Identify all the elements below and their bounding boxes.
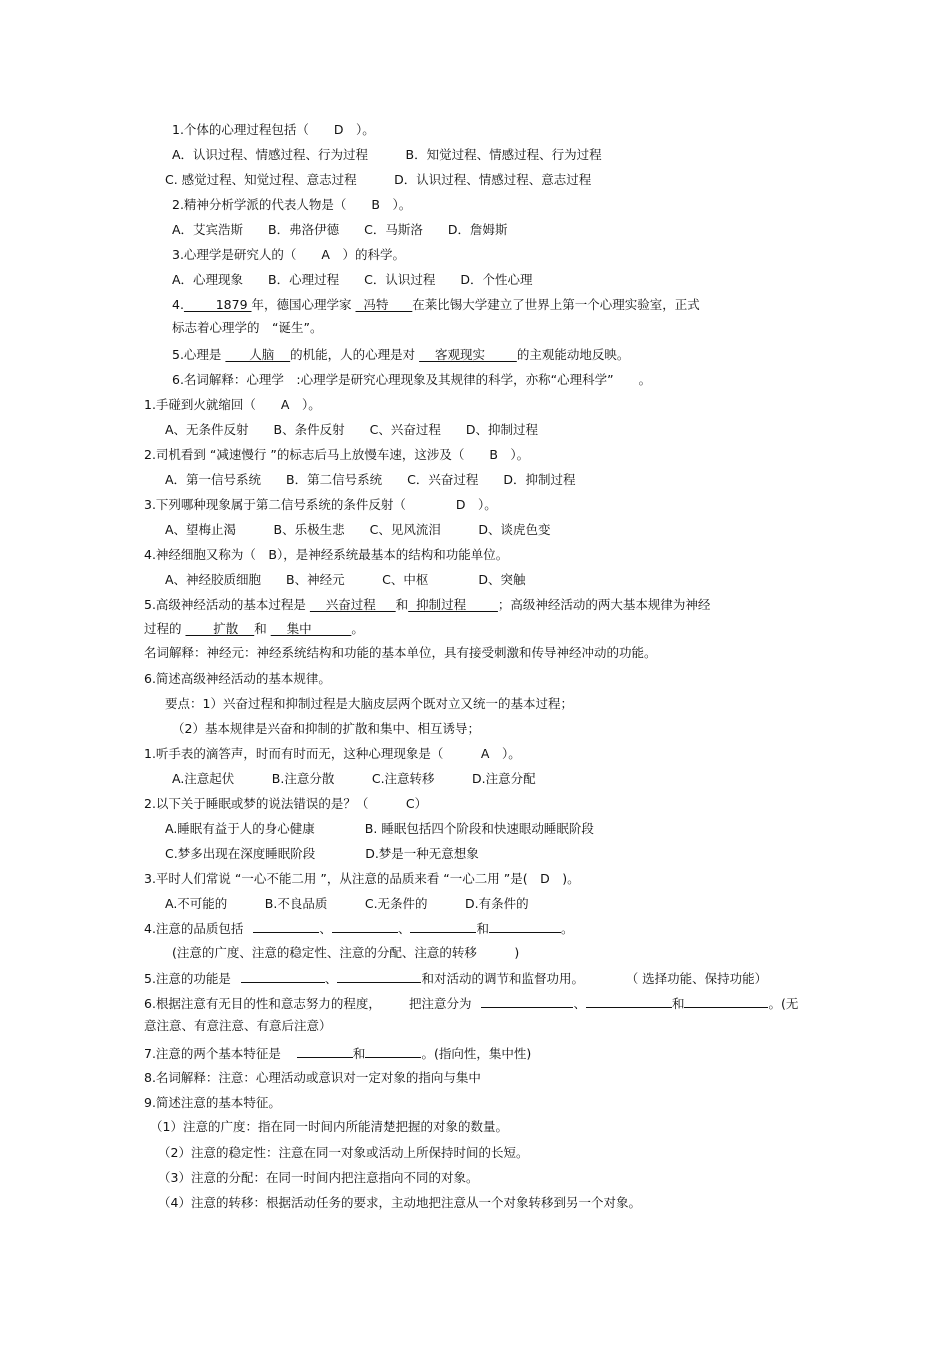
question-line: 4.神经细胞又称为（ B），是神经系统最基本的结构和功能单位。 — [144, 547, 509, 562]
question-line: 3.平时人们常说 “一心不能二用 ”，从注意的品质来看 “一心二用 ”是( D )。 — [144, 871, 580, 886]
answer-line: （3）注意的分配：在同一时间内把注意指向不同的对象。 — [158, 1170, 479, 1185]
options-line: A、无条件反射 B、条件反射 C、兴奋过程 D、抑制过程 — [165, 422, 538, 437]
blank — [253, 920, 319, 933]
blank — [337, 970, 421, 983]
question-line: 2.以下关于睡眠或梦的说法错误的是？（ C） — [144, 796, 428, 811]
definition-line: 8.名词解释：注意：心理活动或意识对一定对象的指向与集中 — [144, 1070, 481, 1085]
options-line: A.不可能的 B.不良品质 C.无条件的 D.有条件的 — [165, 896, 529, 911]
options-line: A、望梅止渴 B、乐极生悲 C、见风流泪 D、谈虎色变 — [165, 522, 551, 537]
fill-line: 4.注意的品质包括 、 、 和 。 — [144, 921, 574, 936]
answer-underlined: 客观现实 — [419, 347, 517, 362]
question-line: 3.心理学是研究人的（ A ）的科学。 — [172, 247, 405, 262]
answer-line: 要点：1）兴奋过程和抑制过程是大脑皮层两个既对立又统一的基本过程； — [165, 696, 573, 711]
answer-underlined: 抑制过程 — [408, 597, 498, 612]
fill-line: 6.根据注意有无目的性和意志努力的程度， 把注意分为 、 和 。(无 — [144, 996, 799, 1011]
answer-underlined: 兴奋过程 — [309, 597, 396, 612]
blank — [586, 995, 672, 1008]
blank — [297, 1045, 353, 1058]
fill-line: 5.高级神经活动的基本过程是 兴奋过程 和 抑制过程 ；高级神经活动的两大基本规律为神经 — [144, 597, 711, 612]
answer-line: （1）注意的广度：指在同一时间内所能清楚把握的对象的数量。 — [150, 1119, 508, 1134]
options-line: C.梦多出现在深度睡眠阶段 D.梦是一种无意想象 — [165, 846, 479, 861]
question-line: 3.下列哪种现象属于第二信号系统的条件反射（ D ）。 — [144, 497, 497, 512]
options-line: A、神经胶质细胞 B、神经元 C、中枢 D、突触 — [165, 572, 526, 587]
fill-line: 过程的 扩散 和 集中 。 — [144, 621, 364, 636]
answer-line: (注意的广度、注意的稳定性、注意的分配、注意的转移 ) — [172, 945, 520, 960]
fill-line: 4. 1879 年，德国心理学家 冯特 在莱比锡大学建立了世界上第一个心理实验室，正式 — [172, 297, 700, 312]
question-line: 1.个体的心理过程包括（ D ）。 — [172, 122, 375, 137]
blank — [241, 970, 325, 983]
blank — [684, 995, 768, 1008]
blank — [410, 920, 476, 933]
question-line: 2.精神分析学派的代表人物是（ B ）。 — [172, 197, 412, 212]
fill-line: 7.注意的两个基本特征是 和 。(指向性，集中性) — [144, 1046, 532, 1061]
answer-underlined: 1879 — [183, 297, 252, 312]
answer-line: （2）注意的稳定性：注意在同一对象或活动上所保持时间的长短。 — [158, 1145, 529, 1160]
definition-line: 名词解释：神经元：神经系统结构和功能的基本单位，具有接受刺激和传导神经冲动的功能。 — [144, 645, 657, 660]
answer-underlined: 扩散 — [185, 621, 255, 636]
answer-underlined: 冯特 — [355, 297, 413, 312]
fill-line: 5.注意的功能是 、 和对活动的调节和监督功用。 （ 选择功能、保持功能） — [144, 971, 768, 986]
answer-line: （2）基本规律是兴奋和抑制的扩散和集中、相互诱导； — [172, 721, 480, 736]
question-line: 6.简述高级神经活动的基本规律。 — [144, 671, 331, 686]
blank — [489, 920, 561, 933]
options-line: A．认识过程、情感过程、行为过程 B．知觉过程、情感过程、行为过程 — [172, 147, 602, 162]
blank — [365, 1045, 421, 1058]
options-line: A．第一信号系统 B．第二信号系统 C．兴奋过程 D．抑制过程 — [165, 472, 576, 487]
answer-line: （4）注意的转移：根据活动任务的要求，主动地把注意从一个对象转移到另一个对象。 — [158, 1195, 641, 1210]
options-line: A.睡眠有益于人的身心健康 B. 睡眠包括四个阶段和快速眼动睡眠阶段 — [165, 821, 594, 836]
answer-underlined: 集中 — [270, 621, 352, 636]
definition-line: 6.名词解释：心理学 :心理学是研究心理现象及其规律的科学，亦称“心理科学” 。 — [172, 372, 652, 387]
options-line: C. 感觉过程、知觉过程、意志过程 D．认识过程、情感过程、意志过程 — [165, 172, 592, 187]
text-line: 标志着心理学的 “诞生”。 — [172, 320, 323, 335]
question-line: 2.司机看到 “减速慢行 ”的标志后马上放慢车速，这涉及（ B ）。 — [144, 447, 530, 462]
answer-line: 意注意、有意注意、有意后注意） — [144, 1018, 332, 1033]
blank — [332, 920, 398, 933]
options-line: A．艾宾浩斯 B．弗洛伊德 C．马斯洛 D．詹姆斯 — [172, 222, 508, 237]
options-line: A.注意起伏 B.注意分散 C.注意转移 D.注意分配 — [172, 771, 536, 786]
question-line: 1.手碰到火就缩回（ A ）。 — [144, 397, 321, 412]
question-line: 1.听手表的滴答声，时而有时而无，这种心理现象是（ A ）。 — [144, 746, 521, 761]
fill-line: 5.心理是 人脑 的机能，人的心理是对 客观现实 的主观能动地反映。 — [172, 347, 630, 362]
question-line: 9.简述注意的基本特征。 — [144, 1095, 281, 1110]
answer-underlined: 人脑 — [225, 347, 291, 362]
options-line: A．心理现象 B．心理过程 C．认识过程 D．个性心理 — [172, 272, 533, 287]
blank — [481, 995, 573, 1008]
